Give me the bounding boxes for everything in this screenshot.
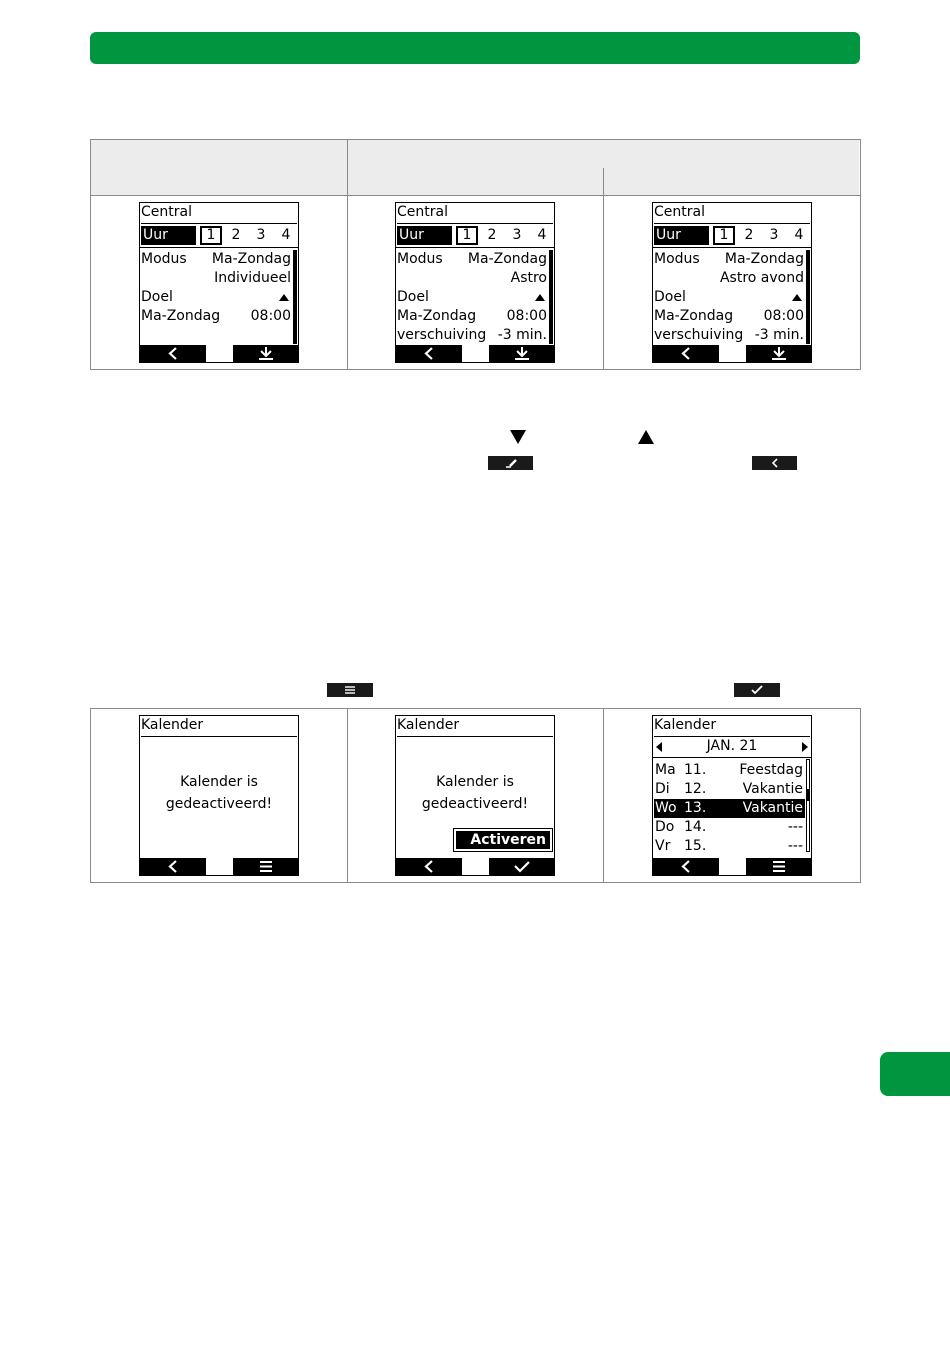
softkey-bar [140,345,298,362]
edit-key-icon [488,456,533,470]
screen-title: Central [654,203,810,224]
row-doel: Doel [141,288,291,307]
softkey-bar [653,858,811,875]
lcd-screen-calendar-deactivated [139,715,299,876]
confirm-softkey[interactable] [489,858,554,875]
menu-softkey[interactable] [746,858,811,875]
back-key-icon [752,456,797,470]
menu-key-icon [327,683,373,697]
back-icon [681,347,691,360]
menu-icon [772,860,786,873]
row-mode-value: Individueel [214,270,291,286]
lcd-screen-individueel [139,202,299,363]
menu-icon [259,860,273,873]
back-softkey[interactable] [396,858,462,875]
row-doel: Doel [397,288,547,307]
save-icon [258,347,274,360]
tab-2[interactable]: 2 [744,227,754,243]
next-month-icon[interactable] [802,742,808,752]
save-softkey[interactable] [489,345,554,362]
up-triangle-icon [638,430,654,444]
row-modus: Modus Ma-Zondag [141,251,291,267]
row-time: Ma-Zondag 08:00 [397,308,547,324]
month-label: JAN. 21 [706,738,758,754]
tab-bar [396,225,554,248]
back-icon [681,860,691,873]
back-icon [168,860,178,873]
tab-bar [140,225,298,248]
softkey-bar [653,345,811,362]
message-line-2: gedeactiveerd! [165,796,273,812]
tab-uur[interactable]: Uur [141,226,196,245]
back-softkey[interactable] [653,345,719,362]
row-time: Ma-Zondag 08:00 [141,308,291,324]
tab-uur[interactable]: Uur [397,226,452,245]
softkey-bar [396,858,554,875]
save-softkey[interactable] [233,345,298,362]
screen-title: Central [397,203,553,224]
row-offset: verschuiving -3 min. [654,327,804,343]
prev-month-icon[interactable] [656,742,662,752]
lcd-screen-astro-avond [652,202,812,363]
row-time: Ma-Zondag 08:00 [654,308,804,324]
scrollbar[interactable] [806,759,810,852]
row-doel: Doel [654,288,804,307]
calendar-row[interactable]: Do 14. --- [655,819,803,835]
tab-3[interactable]: 3 [769,227,779,243]
tab-uur[interactable]: Uur [654,226,709,245]
up-arrow-icon [279,294,289,301]
scrollbar[interactable] [806,250,810,344]
screen-title: Kalender [397,716,553,737]
calendar-row-selected[interactable]: Wo 13. Vakantie [655,800,803,816]
down-triangle-icon [510,430,526,444]
tab-1[interactable]: 1 [456,226,478,245]
back-softkey[interactable] [140,858,206,875]
tab-3[interactable]: 3 [512,227,522,243]
softkey-bar [140,858,298,875]
back-icon [424,860,434,873]
save-icon [771,347,787,360]
tab-1[interactable]: 1 [713,226,735,245]
tab-3[interactable]: 3 [256,227,266,243]
screen-title: Kalender [141,716,297,737]
row-mode-value: Astro avond [719,270,804,286]
chapter-tab [880,1052,950,1096]
lcd-screen-calendar-activate [395,715,555,876]
scrollbar[interactable] [549,250,553,344]
activate-popup[interactable] [453,828,553,852]
screen-title: Kalender [654,716,810,737]
back-icon [168,347,178,360]
tab-1[interactable]: 1 [200,226,222,245]
tab-2[interactable]: 2 [487,227,497,243]
message-line-1: Kalender is [436,774,514,790]
calendar-row[interactable]: Di 12. Vakantie [655,781,803,797]
confirm-key-icon [734,683,780,697]
save-softkey[interactable] [746,345,811,362]
message-line-2: gedeactiveerd! [421,796,529,812]
check-icon [513,860,531,873]
row-mode-value: Astro [510,270,547,286]
row-modus: Modus Ma-Zondag [397,251,547,267]
header-bar [90,32,860,64]
tab-4[interactable]: 4 [537,227,547,243]
message-line-1: Kalender is [180,774,258,790]
row-offset: verschuiving -3 min. [397,327,547,343]
menu-softkey[interactable] [233,858,298,875]
scrollbar-thumb[interactable] [806,789,810,801]
up-arrow-icon [535,294,545,301]
up-arrow-icon [792,294,802,301]
back-softkey[interactable] [653,858,719,875]
calendar-row[interactable]: Vr 15. --- [655,838,803,854]
softkey-bar [396,345,554,362]
tab-4[interactable]: 4 [281,227,291,243]
back-icon [424,347,434,360]
tab-bar [653,225,811,248]
back-softkey[interactable] [140,345,206,362]
row-modus: Modus Ma-Zondag [654,251,804,267]
screen-title: Central [141,203,297,224]
back-softkey[interactable] [396,345,462,362]
save-icon [514,347,530,360]
activate-option[interactable]: Activeren [456,831,550,849]
calendar-row[interactable]: Ma 11. Feestdag [655,762,803,778]
tab-2[interactable]: 2 [231,227,241,243]
lcd-screen-astro [395,202,555,363]
tab-4[interactable]: 4 [794,227,804,243]
month-navigator [653,737,811,758]
scrollbar[interactable] [293,250,297,344]
lcd-screen-calendar-list [652,715,812,876]
